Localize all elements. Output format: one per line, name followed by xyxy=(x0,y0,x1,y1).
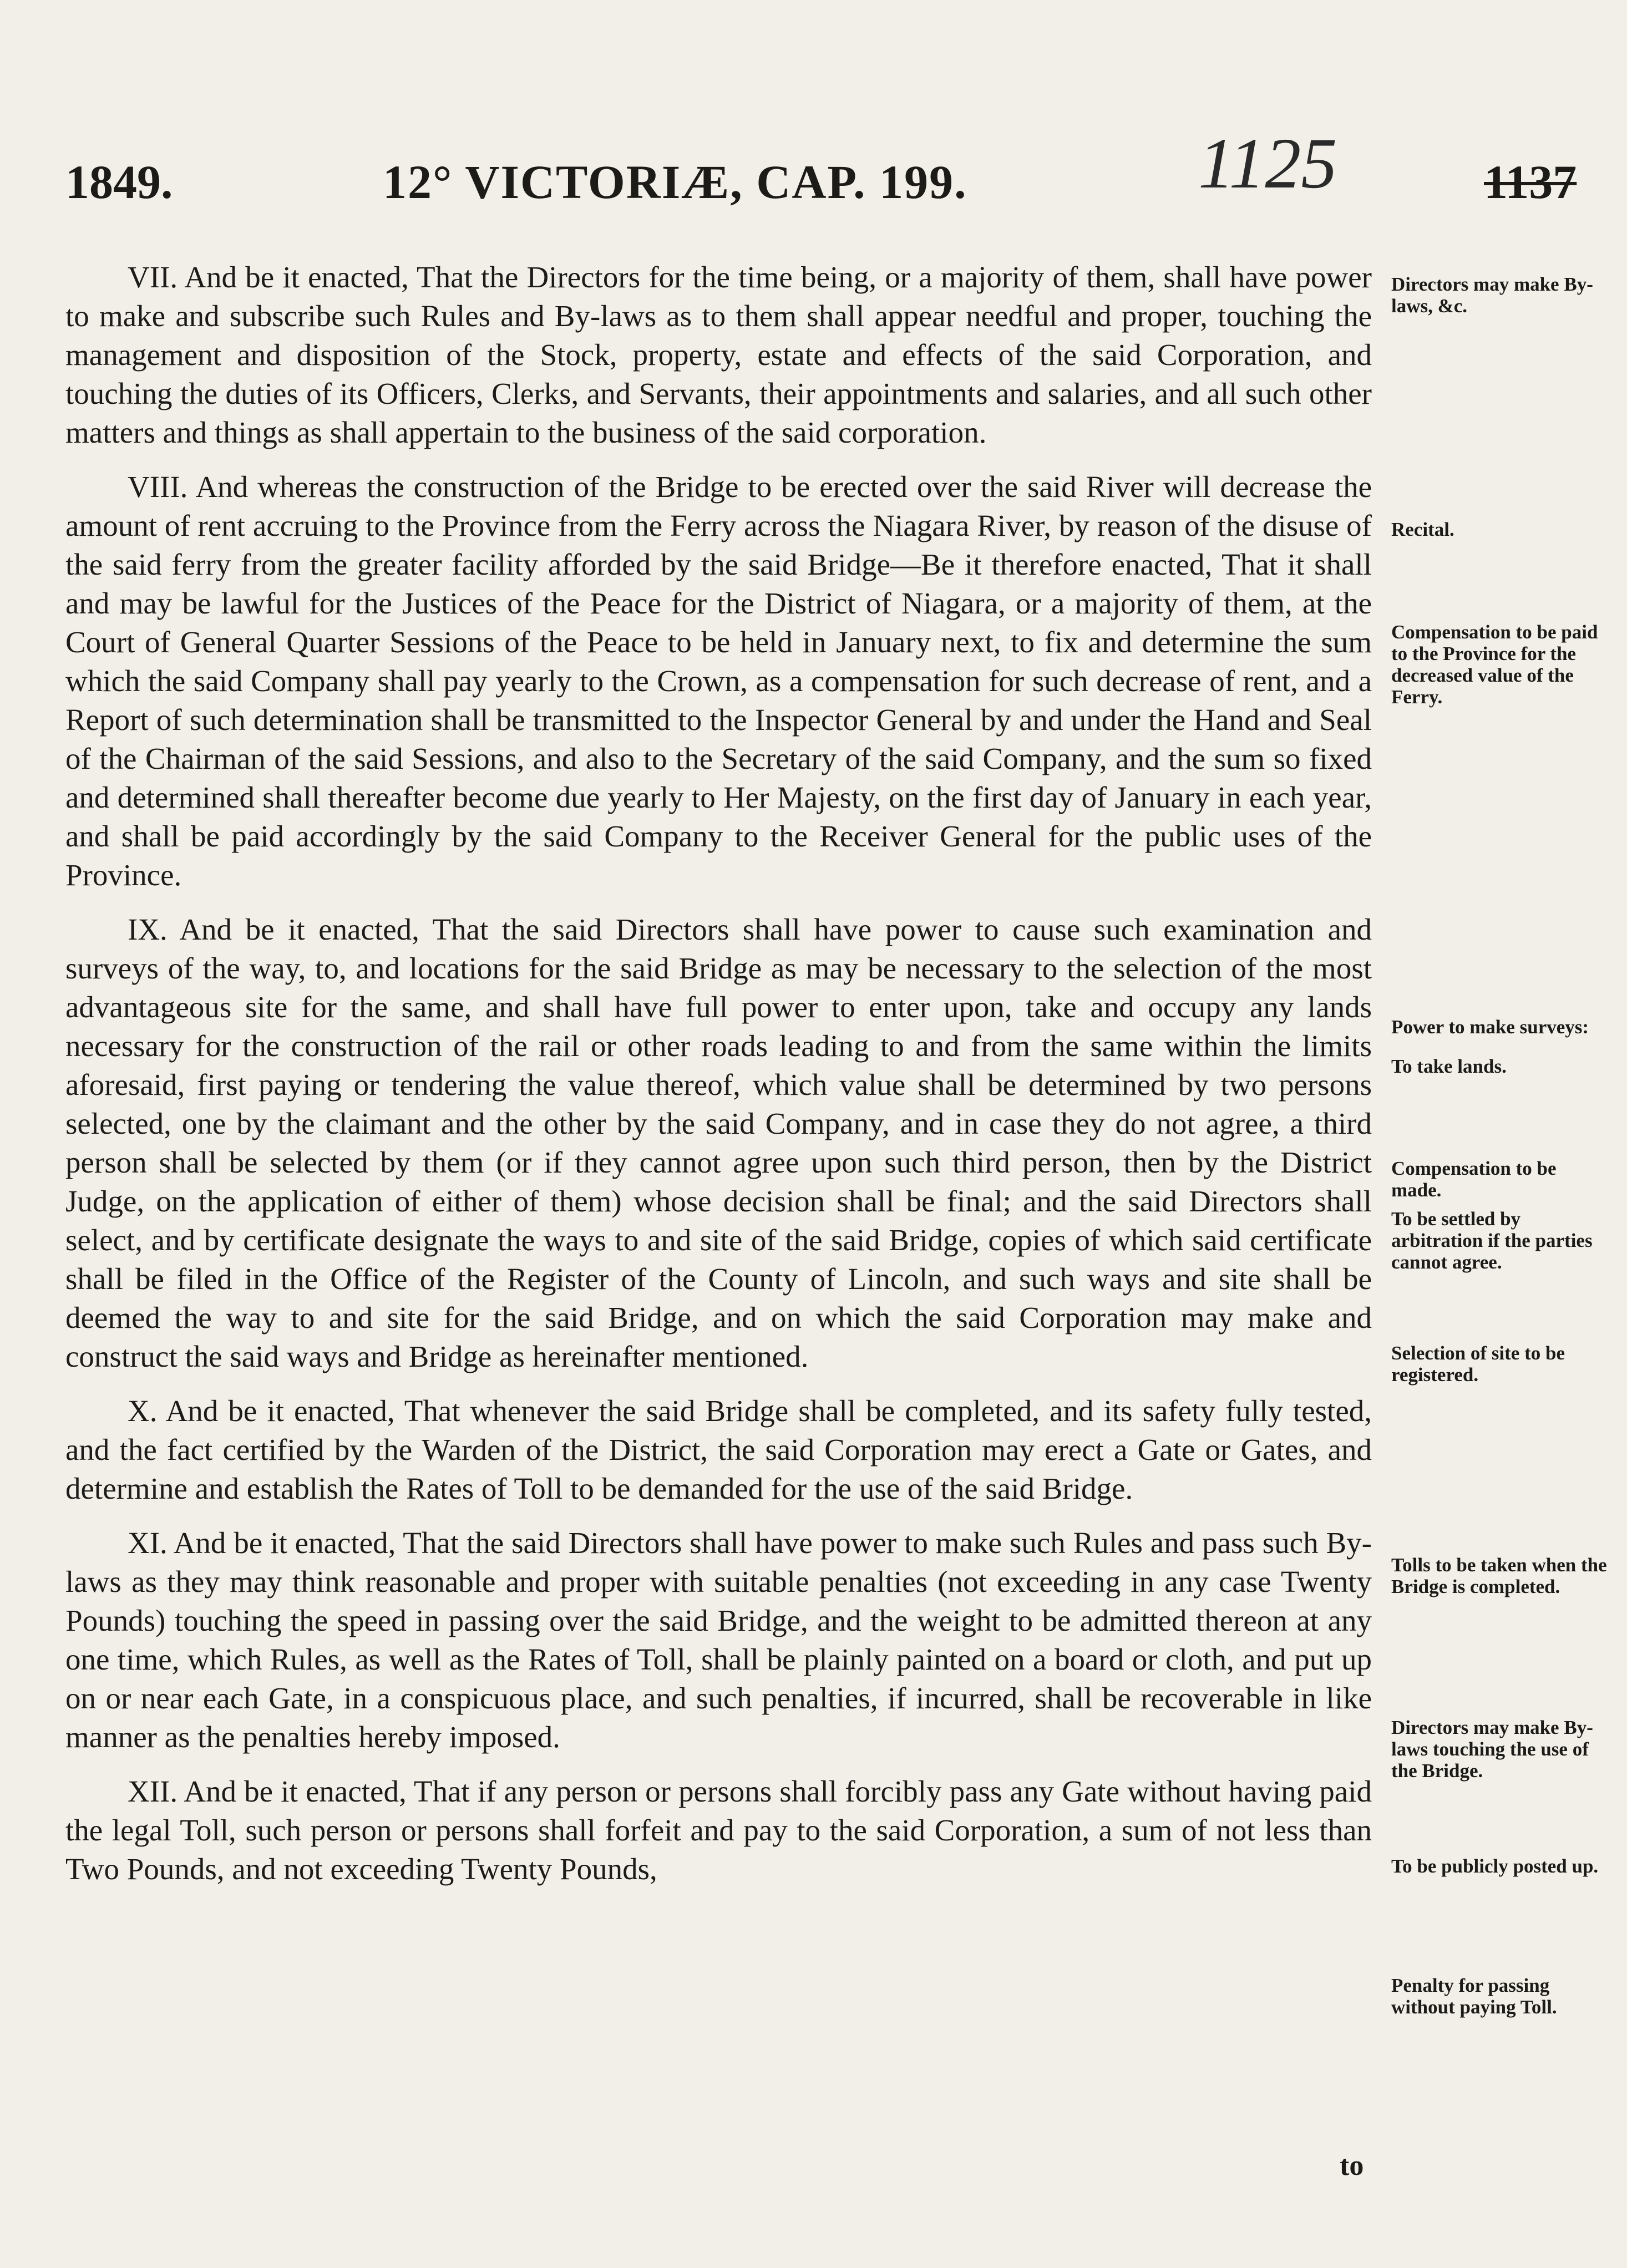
handwritten-page-number: 1125 xyxy=(1198,124,1337,204)
marginal-note: To take lands. xyxy=(1391,1056,1507,1077)
marginal-note: To be publicly posted up. xyxy=(1391,1855,1599,1877)
header-title: 12° VICTORIÆ, CAP. 199. xyxy=(383,155,967,209)
section-number: XII. xyxy=(128,1774,178,1808)
marginal-note: Selection of site to be registered. xyxy=(1391,1342,1565,1386)
section-x xyxy=(65,1392,1372,1508)
marginal-note: Power to make surveys: xyxy=(1391,1016,1589,1038)
section-text: And be it enacted, That if any person or persons shall forcibly pass any Gate without having paid the legal Toll, such person or persons shall forfeit and pay to the said Corporation, a sum of not less than Two Pounds, and not exceeding Twenty Pounds, xyxy=(65,1774,1372,1886)
section-text: And be it enacted, That the Directors for the time being, or a majority of them, shall have power to make and subscribe such Rules and By-laws as to them shall appear needful and proper, touching the management and disposition of the Stock, property, estate and effects of the said Corporation, and touching the duties of its Officers, Clerks, and Servants, their appointments and salaries, and all such other matters and things as shall appertain to the business of the said corporation. xyxy=(65,260,1372,449)
statute-body xyxy=(65,258,1372,1904)
section-number: X. xyxy=(128,1394,158,1428)
section-text: And whereas the construction of the Bridge to be erected over the said River will decrease the amount of rent accruing to the Province from the Ferry across the Niagara River, by reason of the disuse of the said ferry from the greater facility afforded by the said Bridge—Be it therefore enacted, That it shall and may be lawful for the Justices of the Peace for the District of Niagara, or a majority of them, at the Court of General Quarter Sessions of the Peace to be held in January next, to fix and determine the sum which the said Company shall pay yearly to the Crown, as a compensation for such decrease of rent, and a Report of such determination shall be transmitted to the Inspector General by and under the Hand and Seal of the Chairman of the said Sessions, and also to the Secretary of the said Company, and the sum so fixed and determined shall thereafter become due yearly to Her Majesty, on the first day of January in each year, and shall be paid accordingly by the said Company to the Receiver General for the public uses of the Province. xyxy=(65,470,1372,892)
section-number: VIII. xyxy=(128,470,188,504)
section-text: And be it enacted, That whenever the said Bridge shall be completed, and its safety fully tested, and the fact certified by the Warden of the District, the said Corporation may erect a Gate or Gates, and determine and establish the Rates of Toll to be demanded for the use of the said Bridge. xyxy=(65,1394,1372,1505)
catchword: to xyxy=(1340,2150,1364,2181)
marginal-note: Recital. xyxy=(1391,519,1454,540)
marginal-note: Directors may make By-laws, &c. xyxy=(1391,273,1593,317)
printed-page-number: 1137 xyxy=(1484,155,1577,209)
marginal-note: Compensation to be paid to the Province for the decreased value of the Ferry. xyxy=(1391,621,1598,708)
marginal-note: Compensation to be made. xyxy=(1391,1158,1557,1201)
marginal-note: Tolls to be taken when the Bridge is completed. xyxy=(1391,1554,1607,1597)
section-number: XI. xyxy=(128,1526,168,1560)
marginal-note: Directors may make By-laws touching the use of the Bridge. xyxy=(1391,1717,1593,1782)
section-text: And be it enacted, That the said Directors shall have power to make such Rules and pass such By-laws as they may think reasonable and proper with suitable penalties (not exceeding in any case Twenty Pounds) touching the speed in passing over the said Bridge, and the weight to be admitted thereon at any one time, which Rules, as well as the Rates of Toll, shall be plainly painted on a board or cloth, and put up on or near each Gate, in a conspicuous place, and such penalties, if incurred, shall be recoverable in like manner as the penalties hereby imposed. xyxy=(65,1526,1372,1754)
section-viii xyxy=(65,468,1372,895)
header-year: 1849. xyxy=(65,155,173,209)
section-number: VII. xyxy=(128,260,178,294)
marginal-note: Penalty for passing without paying Toll. xyxy=(1391,1975,1557,2018)
section-vii xyxy=(65,258,1372,452)
section-number: IX. xyxy=(128,912,168,946)
section-text: And be it enacted, That the said Directors shall have power to cause such examination and surveys of the way, to, and locations for the said Bridge as may be necessary to the selection of the most advantageous site for the same, and shall have full power to enter upon, take and occupy any lands necessary for the construction of the rail or other roads leading to and from the same within the limits aforesaid, first paying or tendering the value thereof, which value shall be determined by two persons selected, one by the claimant and the other by the said Company, and in case they do not agree, a third person shall be selected by them (or if they cannot agree upon such third person, then by the District Judge, on the application of either of them) whose decision shall be final; and the said Directors shall select, and by certificate designate the ways to and site of the said Bridge, copies of which said certificate shall be filed in the Office of the Register of the County of Lincoln, and such ways and site shall be deemed the way to and site for the said Bridge, and on which the said Corporation may make and construct the said ways and Bridge as hereinafter mentioned. xyxy=(65,912,1372,1373)
marginal-note: To be settled by arbitration if the parties cannot agree. xyxy=(1391,1208,1593,1273)
section-ix xyxy=(65,910,1372,1376)
section-xi xyxy=(65,1524,1372,1757)
section-xii xyxy=(65,1772,1372,1889)
